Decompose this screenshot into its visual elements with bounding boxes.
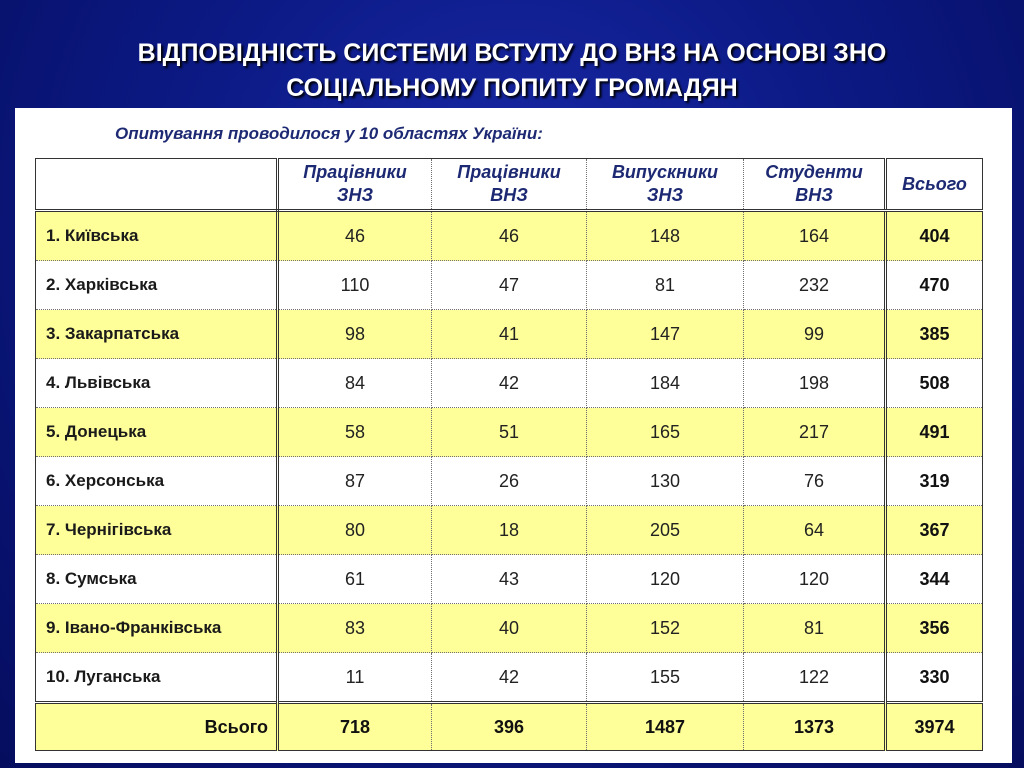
header-label-line-2: ЗНЗ <box>646 185 684 205</box>
value-cell: 99 <box>744 310 886 359</box>
value-cell: 76 <box>744 457 886 506</box>
header-label-line-2: ВНЗ <box>490 185 528 205</box>
footer-value-cell: 718 <box>278 703 432 751</box>
content-panel <box>15 108 1012 763</box>
table-footer-row <box>36 703 983 751</box>
value-cell: 46 <box>278 211 432 261</box>
footer-value-cell: 1487 <box>587 703 744 751</box>
value-cell: 198 <box>744 359 886 408</box>
region-name-cell: 8. Сумська <box>36 555 278 604</box>
row-total-cell: 319 <box>886 457 983 506</box>
footer-label: Всього <box>36 703 278 751</box>
header-label-line-1: Всього <box>902 173 967 194</box>
region-name-cell: 5. Донецька <box>36 408 278 457</box>
region-name-cell: 7. Чернігівська <box>36 506 278 555</box>
value-cell: 184 <box>587 359 744 408</box>
value-cell: 232 <box>744 261 886 310</box>
header-label-line-1: Працівники <box>303 162 407 182</box>
region-name-cell: 3. Закарпатська <box>36 310 278 359</box>
value-cell: 80 <box>278 506 432 555</box>
header-students-vnz <box>744 159 886 211</box>
row-total-cell: 508 <box>886 359 983 408</box>
row-total-cell: 491 <box>886 408 983 457</box>
header-workers-vnz <box>432 159 587 211</box>
region-name-cell: 6. Херсонська <box>36 457 278 506</box>
header-label-line-2: ЗНЗ <box>336 185 374 205</box>
value-cell: 87 <box>278 457 432 506</box>
value-cell: 42 <box>432 653 587 703</box>
row-total-cell: 404 <box>886 211 983 261</box>
value-cell: 120 <box>744 555 886 604</box>
value-cell: 42 <box>432 359 587 408</box>
header-label-line-1: Працівники <box>457 162 561 182</box>
header-workers-zns <box>278 159 432 211</box>
value-cell: 58 <box>278 408 432 457</box>
value-cell: 81 <box>744 604 886 653</box>
value-cell: 40 <box>432 604 587 653</box>
table-row <box>36 506 983 555</box>
value-cell: 165 <box>587 408 744 457</box>
slide-title-line-2: СОЦІАЛЬНОМУ ПОПИТУ ГРОМАДЯН <box>286 74 738 102</box>
table-row <box>36 261 983 310</box>
header-total <box>886 159 983 211</box>
value-cell: 148 <box>587 211 744 261</box>
table-row <box>36 555 983 604</box>
table-row <box>36 604 983 653</box>
value-cell: 26 <box>432 457 587 506</box>
value-cell: 51 <box>432 408 587 457</box>
value-cell: 11 <box>278 653 432 703</box>
value-cell: 122 <box>744 653 886 703</box>
footer-value-cell: 1373 <box>744 703 886 751</box>
value-cell: 164 <box>744 211 886 261</box>
row-total-cell: 356 <box>886 604 983 653</box>
value-cell: 217 <box>744 408 886 457</box>
footer-grand-total: 3974 <box>886 703 983 751</box>
header-label-line-1: Випускники <box>611 162 719 182</box>
value-cell: 81 <box>587 261 744 310</box>
value-cell: 18 <box>432 506 587 555</box>
value-cell: 61 <box>278 555 432 604</box>
value-cell: 84 <box>278 359 432 408</box>
header-graduates-zns <box>587 159 744 211</box>
footer-value-cell: 396 <box>432 703 587 751</box>
value-cell: 43 <box>432 555 587 604</box>
row-total-cell: 367 <box>886 506 983 555</box>
table-row <box>36 310 983 359</box>
slide-title <box>0 36 1024 106</box>
value-cell: 64 <box>744 506 886 555</box>
value-cell: 152 <box>587 604 744 653</box>
region-name-cell: 10. Луганська <box>36 653 278 703</box>
value-cell: 110 <box>278 261 432 310</box>
value-cell: 120 <box>587 555 744 604</box>
header-corner-cell <box>36 159 278 211</box>
region-name-cell: 4. Львівська <box>36 359 278 408</box>
row-total-cell: 344 <box>886 555 983 604</box>
header-label-line-2: ВНЗ <box>795 185 833 205</box>
table-row <box>36 457 983 506</box>
value-cell: 47 <box>432 261 587 310</box>
region-name-cell: 2. Харківська <box>36 261 278 310</box>
row-total-cell: 330 <box>886 653 983 703</box>
value-cell: 147 <box>587 310 744 359</box>
region-name-cell: 9. Івано-Франківська <box>36 604 278 653</box>
table-row <box>36 211 983 261</box>
table-header-row <box>36 159 983 211</box>
value-cell: 130 <box>587 457 744 506</box>
value-cell: 41 <box>432 310 587 359</box>
row-total-cell: 470 <box>886 261 983 310</box>
survey-subtitle: Опитування проводилося у 10 областях України: <box>115 124 543 143</box>
table-row <box>36 653 983 703</box>
value-cell: 155 <box>587 653 744 703</box>
header-label-line-1: Студенти <box>765 162 863 182</box>
survey-table <box>35 158 983 751</box>
region-name-cell: 1. Київська <box>36 211 278 261</box>
value-cell: 205 <box>587 506 744 555</box>
value-cell: 46 <box>432 211 587 261</box>
table-row <box>36 408 983 457</box>
table-row <box>36 359 983 408</box>
value-cell: 83 <box>278 604 432 653</box>
row-total-cell: 385 <box>886 310 983 359</box>
value-cell: 98 <box>278 310 432 359</box>
slide-title-line-1: ВІДПОВІДНІСТЬ СИСТЕМИ ВСТУПУ ДО ВНЗ НА ОСНОВІ ЗНО <box>137 39 887 67</box>
